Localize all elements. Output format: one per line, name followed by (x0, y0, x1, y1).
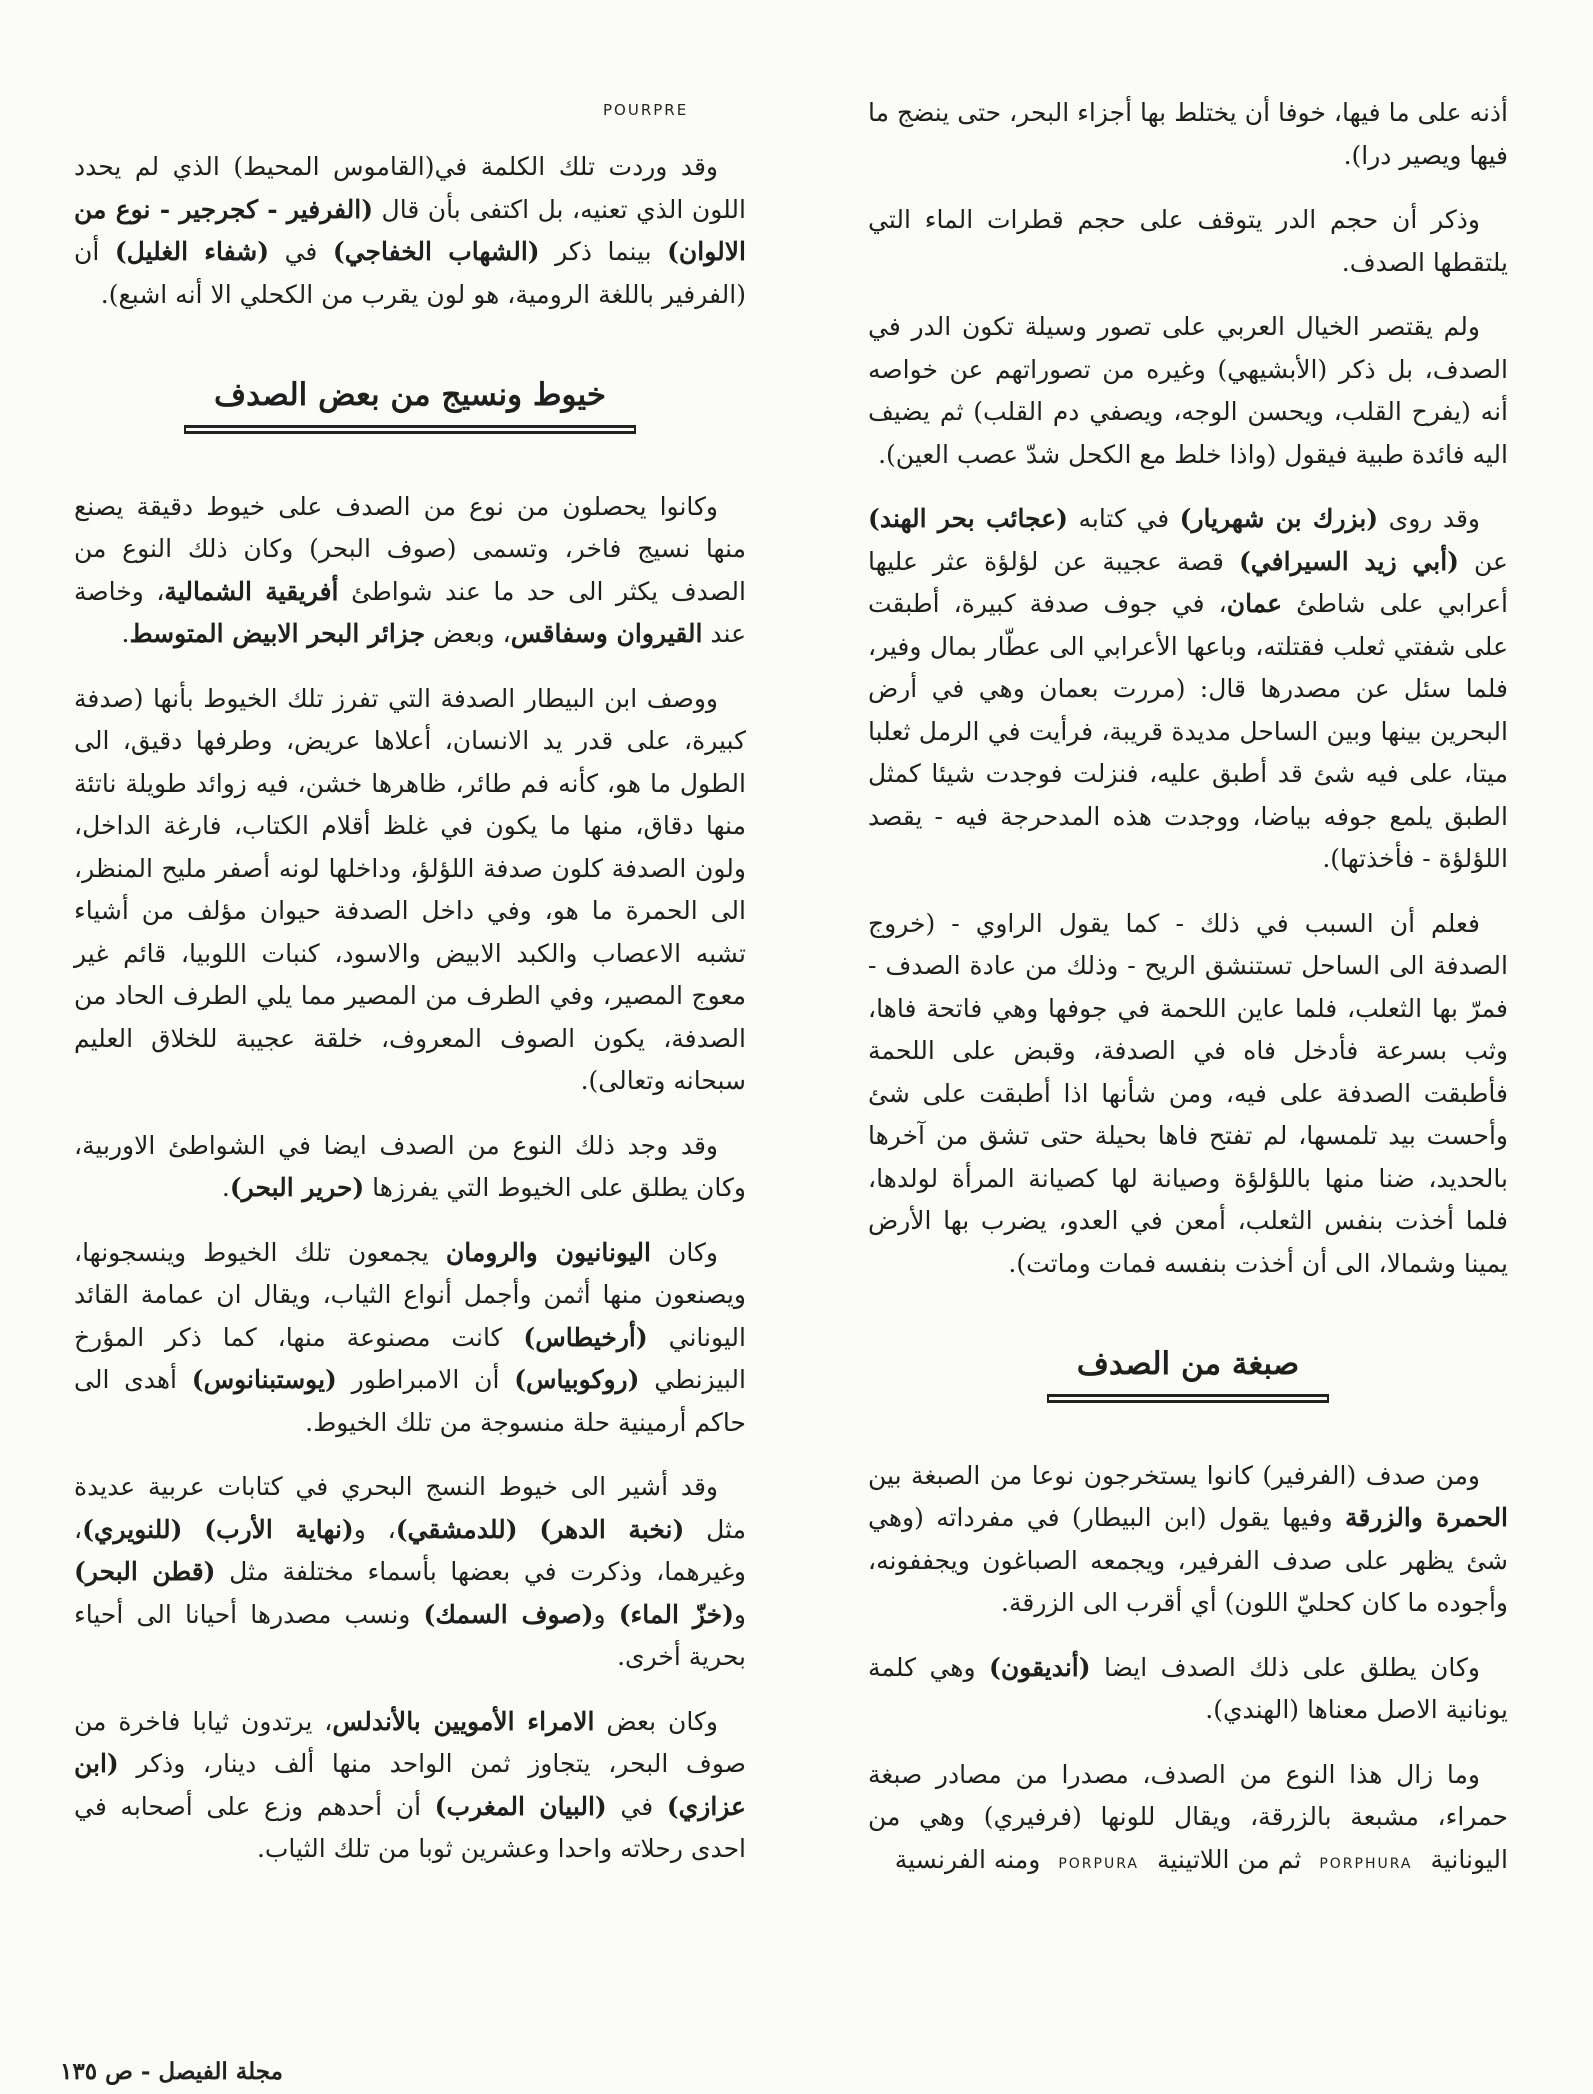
paragraph: وقد وجد ذلك النوع من الصدف ايضا في الشواطئ الاوربية، وكان يطلق على الخيوط التي يفرزها (حرير البحر). (74, 1130, 746, 1202)
paragraph: ولم يقتصر الخيال العربي على تصور وسيلة تكون الدر في الصدف، بل ذكر (الأبشيهي) وغيره من تصوراتهم عن خواصه أنه (يفرح القلب، ويحسن الوجه، ويصفي دم القلب) ثم يضيف اليه فائدة طبية فيقول (واذا خلط مع الكحل شدّ عصب العين). (868, 312, 1508, 469)
paragraph: وكان بعض الامراء الأمويين بالأندلس، يرتدون ثيابا فاخرة من صوف البحر، يتجاوز ثمن الواحد منها ألف دينار، وذكر (ابن عزازي) في (البيان المغرب) أن أحدهم وزع على أصحابه في احدى رحلاته واحدا وعشرين ثوبا من تلك الثياب. (74, 1706, 746, 1863)
paragraph: وقد روى (بزرك بن شهريار) في كتابه (عجائب بحر الهند) عن (أبي زيد السيرافي) قصة عجيبة عن لؤلؤة عثر عليها أعرابي على شاطئ عمان، في جوف صدفة كبيرة، أطبقت على شفتي ثعلب فقتلته، وباعها الأعرابي الى عطّار بمال وفير، فلما سئل عن مصدرها قال: (مررت بعمان وهي في أرض البحرين بينها وبين الساحل مديدة قريبة، فرأيت في الرمل ثعلبا ميتا، على فيه شئ قد أطبق عليه، فنزلت فوجدت شيئا كمثل الطبق يلمع جوفه بياضا، ووجدت هذه المدحرجة فيه - يقصد اللؤلؤة - فأخذتها). (868, 504, 1508, 873)
running-head: POURPRE (603, 101, 689, 119)
left-column (74, 146, 746, 1893)
latin-word: PORPURA (1058, 1855, 1139, 1872)
paragraph: وما زال هذا النوع من الصدف، مصدرا من مصادر صبغة حمراء، مشبعة بالزرقة، ويقال للونها (فرفيري) وهي من اليونانيةPORPHURAثم من اللاتينيةPORPURAومنه الفرنسية (868, 1759, 1508, 1874)
paragraph: فعلم أن السبب في ذلك - كما يقول الراوي - (خروج الصدفة الى الساحل تستنشق الريح - وذلك من عادة الصدف - فمرّ بها الثعلب، فلما عاين اللحمة في جوفها وهي فاتحة فاها، وثب بسرعة فأدخل فاه في الصدفة، وقبض على اللحمة فأطبقت الصدفة على فيه، ومن شأنها اذا أطبقت على شئ وأحست بيد تلمسها، لم تفتح فاها بحيلة حتى تشق من آخرها بالحديد، ضنا منها باللؤلؤة وصيانة لها كصيانة المرأة لولدها، فلما أخذت بنفس الثعلب، أمعن في العدو، يضرب بها الأرض يمينا وشمالا، الى أن أخذت بنفسه فمات وماتت). (868, 908, 1508, 1278)
paragraph: ووصف ابن البيطار الصدفة التي تفرز تلك الخيوط بأنها (صدفة كبيرة، على قدر يد الانسان، أعلاها عريض، وطرفها دقيق، الى الطول ما هو، كأنه فم طائر، ظاهرها خشن، فيه زوائد طويلة ناتئة منها دقاق، منها ما يكون في غلظ أقلام الكتاب، فارغة الداخل، ولون الصدفة كلون صدفة اللؤلؤ، وداخلها لونه أصفر مليح المنظر، الى الحمرة ما هو، وفي داخل الصدفة حيوان مؤلف من أشياء تشبه الاعصاب والكبد الابيض والاسود، كنبات اللوبيا، قائم غير معوج المصير، وفي الطرف من المصير مما يلي الطرف الحاد من الصدفة، يكون الصوف المعروف، خلقة عجيبة للخلاق العليم سبحانه وتعالى). (74, 683, 746, 1095)
page-footer: مجلة الفيصل - ص ١٣٥ (60, 2058, 283, 2085)
section-heading: صبغة من الصدف (1047, 1341, 1329, 1397)
section-heading: خيوط ونسيج من بعض الصدف (184, 372, 636, 428)
paragraph: وذكر أن حجم الدر يتوقف على حجم قطرات الماء التي يلتقطها الصدف. (868, 205, 1508, 277)
latin-word: PORPHURA (1319, 1855, 1413, 1872)
paragraph: وكان يطلق على ذلك الصدف ايضا (أنديقون) وهي كلمة يونانية الاصل معناها (الهندي). (868, 1652, 1508, 1724)
paragraph: وقد وردت تلك الكلمة في(القاموس المحيط) الذي لم يحدد اللون الذي تعنيه، بل اكتفى بأن قال (الفرفير - كجرجير - نوع من الالوان) بينما ذكر (الشهاب الخفاجي) في (شفاء الغليل) أن (الفرفير باللغة الرومية، هو لون يقرب من الكحلي الا أنه اشبع). (74, 152, 746, 309)
paragraph: أذنه على ما فيها، خوفا أن يختلط بها أجزاء البحر، حتى ينضج ما فيها ويصير درا). (868, 98, 1508, 170)
right-column (868, 92, 1508, 1907)
paragraph: وكانوا يحصلون من نوع من الصدف على خيوط دقيقة يصنع منها نسيج فاخر، وتسمى (صوف البحر) وكان ذلك النوع من الصدف يكثر الى حد ما عند شواطئ أفريقية الشمالية، وخاصة عند القيروان وسفاقس، وبعض جزائر البحر الابيض المتوسط. (74, 491, 746, 648)
paragraph: ومن صدف (الفرفير) كانوا يستخرجون نوعا من الصبغة بين الحمرة والزرقة وفيها يقول (ابن البيطار) في مفرداته (وهي شئ يظهر على صدف الفرفير، ويجمعه الصباغون ويجففونه، وأجوده ما كان كحليّ اللون) أي أقرب الى الزرقة. (868, 1460, 1509, 1617)
paragraph: وكان اليونانيون والرومان يجمعون تلك الخيوط وينسجونها، ويصنعون منها أثمن وأجمل أنواع الثياب، ويقال ان عمامة القائد اليوناني (أرخيطاس) كانت مصنوعة منها، كما ذكر المؤرخ البيزنطي (روكوبياس) أن الامبراطور (يوستبنانوس) أهدى الى حاكم أرمينية حلة منسوجة من تلك الخيوط. (74, 1237, 746, 1437)
paragraph: وقد أشير الى خيوط النسج البحري في كتابات عربية عديدة مثل (نخبة الدهر) (للدمشقي)، و(نهاية الأرب) (للنويري)، وغيرهما، وذكرت في بعضها بأسماء مختلفة مثل (قطن البحر) و(خزّ الماء) و(صوف السمك) ونسب مصدرها أحيانا الى أحياء بحرية أخرى. (74, 1472, 746, 1671)
